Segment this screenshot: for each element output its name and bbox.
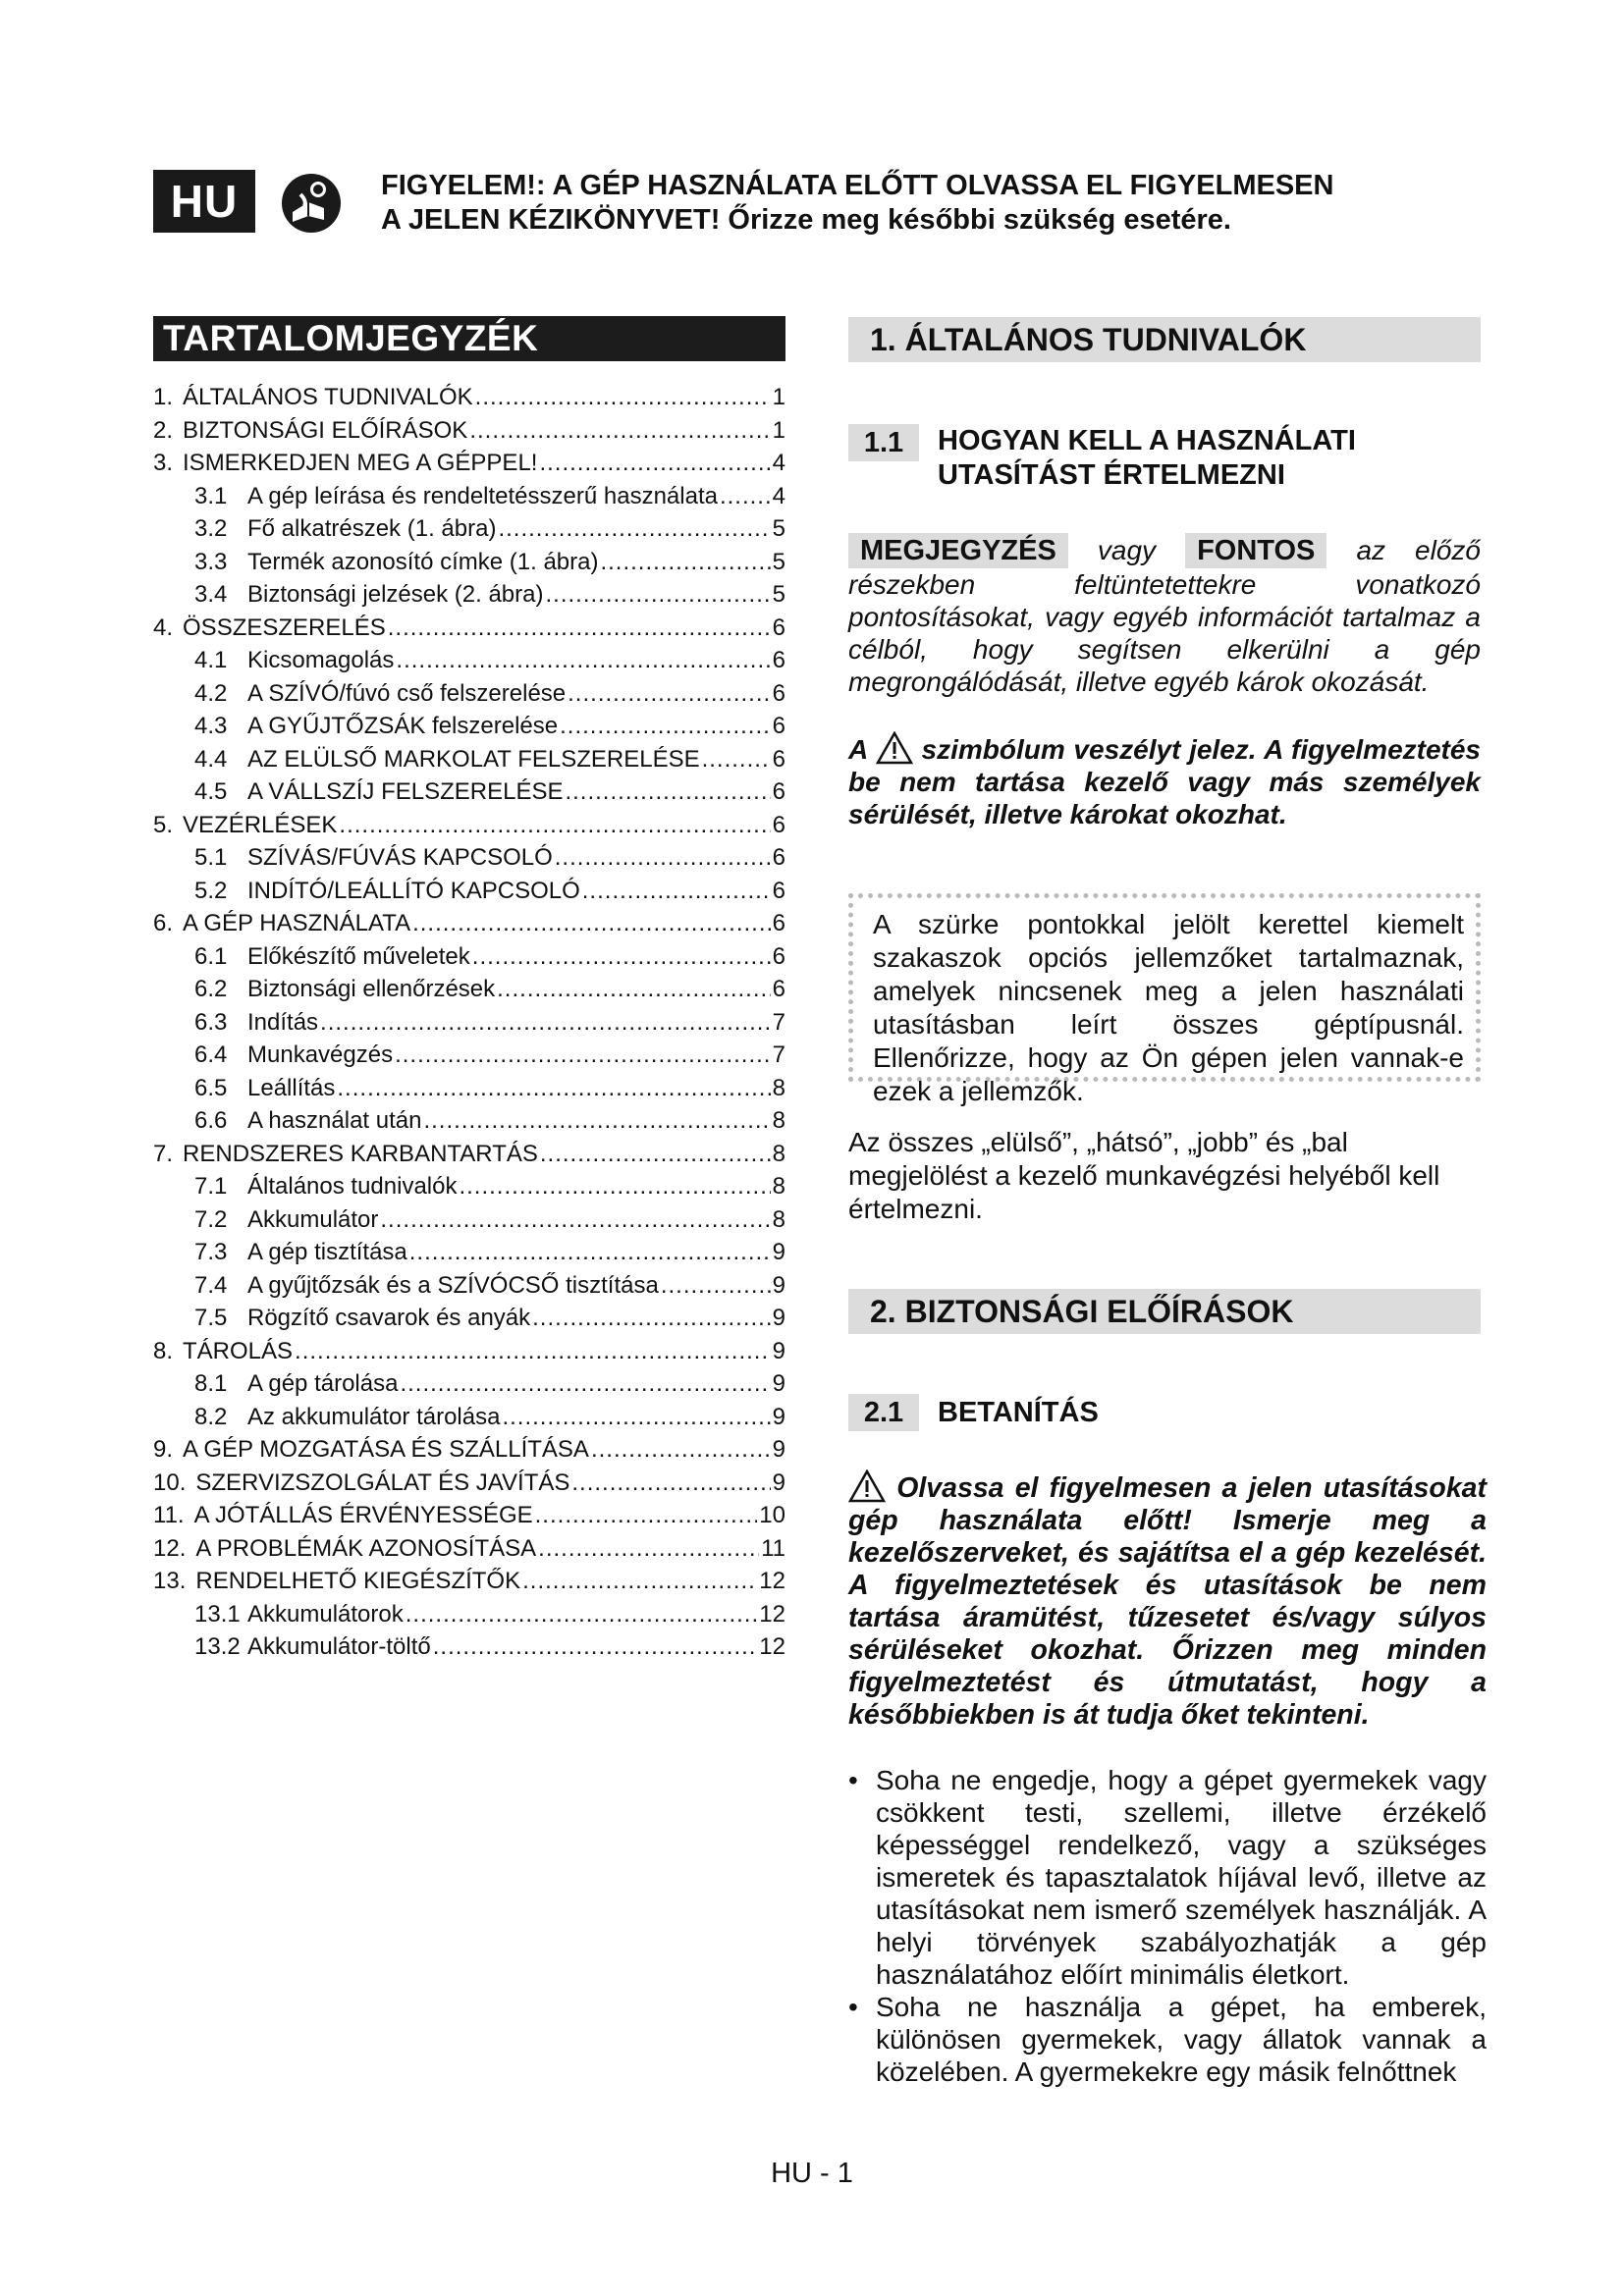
- training-warning-text: Olvassa el figyelmesen a jelen utasításokat gép használata előtt! Ismerje meg a kezelőszerveket, és sajátítsa el a gép kezelését. A figyelmeztetések és utasítások be nem tartása áramütést, tűzesetet és/vagy súlyos sérüléseket okozhat. Őrizzen meg minden figyelmeztetést és útmutatást, hogy a későbbiekben is át tudja őket tekinteni.: [848, 1472, 1488, 1731]
- toc-entry-number: 7.: [153, 1140, 174, 1167]
- toc-entry: [153, 1236, 785, 1269]
- toc-entry: [153, 1367, 785, 1401]
- toc-entry: [153, 1433, 785, 1467]
- note-tag: MEGJEGYZÉS: [848, 533, 1068, 568]
- toc-leader-dots: [469, 414, 770, 448]
- direction-paragraph: Az összes „elülső”, „hátsó”, „jobb” és „bal megjelölést a kezelő munkavégzési helyéből kell értelmezni.: [848, 1127, 1440, 1224]
- toc-entry: [153, 1138, 785, 1171]
- toc-entry: [153, 677, 785, 711]
- list-item: • Soha ne engedje, hogy a gépet gyermekek vagy csökkent testi, szellemi, illetve érzékelő képességgel rendelkező, vagy a szükséges ismeretek és tapasztalatok híjával levő, illetve az utasításokat nem ismerő személyek használják. A helyi törvények szabályozhatják a gép használatához előírt minimális életkort.: [848, 1764, 1487, 1991]
- hazard-symbol-paragraph: [848, 731, 1481, 830]
- note-vagy: vagy: [1097, 535, 1157, 565]
- toc-leader-dots: [661, 1269, 771, 1303]
- toc-entry-title: Kicsomagolás: [247, 647, 395, 673]
- toc-entry-title: ISMERKEDJEN MEG A GÉPPEL!: [183, 450, 538, 476]
- toc-entry-title: Általános tudnivalók: [247, 1173, 458, 1200]
- toc-entry: [153, 1401, 785, 1434]
- toc-leader-dots: [406, 1598, 758, 1631]
- toc-entry-page: 12: [759, 1568, 785, 1594]
- toc-leader-dots: [565, 775, 770, 809]
- toc-leader-dots: [337, 1072, 770, 1105]
- toc-entry-title: A gép leírása és rendeltetésszerű használata: [247, 482, 718, 509]
- toc-entry-page: 9: [772, 1370, 785, 1397]
- toc-entry-page: 5: [772, 515, 785, 542]
- toc-leader-dots: [571, 1467, 770, 1500]
- toc-entry-title: Az akkumulátor tárolása: [247, 1403, 501, 1430]
- toc-leader-dots: [396, 644, 770, 677]
- toc-entry: [153, 480, 785, 513]
- toc-entry-title: A JÓTÁLLÁS ÉRVÉNYESSÉGE: [193, 1502, 533, 1528]
- toc-entry: [153, 907, 785, 940]
- toc-entry-number: 11.: [153, 1502, 185, 1528]
- toc-entry: [153, 612, 785, 645]
- toc-entry-page: 9: [772, 1239, 785, 1265]
- toc-entry-page: 1: [772, 384, 785, 410]
- toc-entry-number: 9.: [153, 1436, 174, 1463]
- toc-entry: [153, 875, 785, 908]
- toc-leader-dots: [433, 1630, 758, 1664]
- toc-entry-title: Akkumulátorok: [247, 1600, 404, 1628]
- toc-leader-dots: [532, 1302, 771, 1335]
- toc-entry-title: RENDSZERES KARBANTARTÁS: [183, 1140, 538, 1167]
- toc-entry-page: 9: [772, 1271, 785, 1299]
- toc-entry-page: 9: [772, 1403, 785, 1430]
- toc-entry-page: 8: [772, 1107, 785, 1134]
- toc-entry: [153, 1302, 785, 1335]
- toc-entry: [153, 1170, 785, 1203]
- toc-entry-page: 6: [772, 778, 785, 805]
- toc-entry-title: Biztonsági ellenőrzések: [247, 976, 496, 1002]
- toc-entry-page: 1: [772, 416, 785, 444]
- subsection-1-1-title: HOGYAN KELL A HASZNÁLATI UTASÍTÁST ÉRTELMEZNI: [938, 425, 1356, 491]
- toc-entry: [153, 644, 785, 677]
- toc-entry-page: 6: [772, 713, 785, 739]
- safety-bullets: [848, 1764, 1487, 2088]
- toc-leader-dots: [568, 677, 771, 711]
- toc-entry: [153, 1072, 785, 1105]
- toc-leader-dots: [497, 973, 771, 1006]
- toc-entry-page: 6: [772, 844, 785, 871]
- toc-entry: [153, 1499, 785, 1532]
- header-warning-line2: A JELEN KÉZIKÖNYVET! Őrizze meg későbbi szükség esetére.: [381, 204, 1231, 236]
- toc-entry-page: 7: [772, 1008, 785, 1036]
- toc-entry-page: 6: [772, 811, 785, 838]
- header-warning-line1: FIGYELEM!: A GÉP HASZNÁLATA ELŐTT OLVASSA EL FIGYELMESEN: [381, 170, 1334, 201]
- toc-leader-dots: [540, 1138, 771, 1171]
- toc-entry-title: BIZTONSÁGI ELŐÍRÁSOK: [183, 416, 468, 444]
- toc-leader-dots: [388, 612, 771, 645]
- toc-entry-number: 8.2: [194, 1403, 228, 1430]
- toc-entry-title: VEZÉRLÉSEK: [183, 811, 338, 838]
- toc-leader-dots: [535, 1499, 758, 1532]
- fontos-tag: FONTOS: [1185, 533, 1326, 568]
- toc-entry-number: 12.: [153, 1534, 187, 1562]
- toc-leader-dots: [545, 578, 770, 612]
- toc-entry-title: ÁLTALÁNOS TUDNIVALÓK: [183, 384, 473, 410]
- toc-entry-page: 6: [772, 614, 785, 641]
- toc-entry-page: 12: [759, 1600, 785, 1628]
- toc-entry-number: 8.: [153, 1337, 174, 1364]
- toc-entry-page: 8: [772, 1205, 785, 1233]
- toc-entry: [153, 546, 785, 579]
- toc-entry: [153, 710, 785, 743]
- optional-features-box: [848, 893, 1481, 1106]
- toc-leader-dots: [459, 1170, 770, 1203]
- toc-entry-page: 9: [772, 1468, 785, 1496]
- toc-leader-dots: [412, 907, 771, 940]
- note-paragraph: [848, 533, 1481, 698]
- toc-entry-number: 6.3: [194, 1008, 228, 1036]
- toc-entry-number: 7.3: [194, 1239, 228, 1265]
- toc-leader-dots: [339, 809, 770, 842]
- toc-entry-page: 8: [772, 1140, 785, 1167]
- toc-entry-title: A GÉP HASZNÁLATA: [183, 910, 411, 936]
- toc-entry-page: 11: [761, 1534, 785, 1562]
- toc-leader-dots: [555, 841, 771, 875]
- toc-entry-title: INDÍTÓ/LEÁLLÍTÓ KAPCSOLÓ: [247, 877, 580, 904]
- toc-leader-dots: [320, 1006, 771, 1040]
- toc-entry-number: 5.: [153, 811, 174, 838]
- toc-entry-number: 3.1: [194, 482, 228, 509]
- toc-entry: [153, 1532, 785, 1566]
- toc-entry: [153, 1598, 785, 1631]
- toc-entry-title: Leállítás: [247, 1074, 336, 1101]
- toc-entry-number: 3.4: [194, 581, 228, 608]
- toc-entry-page: 10: [759, 1502, 785, 1528]
- toc-entry-title: Akkumulátor-töltő: [247, 1633, 431, 1660]
- list-item: • Soha ne használja a gépet, ha emberek, különösen gyermekek, vagy állatok vannak a közelében. A gyermekekre egy másik felnőttnek: [848, 1991, 1487, 2088]
- toc-leader-dots: [582, 875, 771, 908]
- note-text: az előző részekben feltüntetettekre vonatkozó pontosításokat, vagy egyéb információt tartalmaz a célból, hogy segítsen elkerülni a gép megrongálódását, illetve egyéb károk okozását.: [848, 535, 1481, 697]
- toc-entry-number: 2.: [153, 416, 174, 444]
- toc-entry-number: 5.1: [194, 844, 228, 871]
- toc-entry: [153, 973, 785, 1006]
- toc-entry-title: A PROBLÉMÁK AZONOSÍTÁSA: [195, 1534, 537, 1562]
- toc-leader-dots: [538, 1532, 759, 1566]
- toc-entry-title: Előkészítő műveletek: [247, 942, 470, 970]
- warning-triangle-icon: [876, 731, 913, 765]
- toc-entry-title: TÁROLÁS: [183, 1337, 294, 1364]
- training-warning: [848, 1469, 1487, 1732]
- subsection-1-1-number: 1.1: [848, 424, 919, 461]
- toc-entry-page: 9: [772, 1337, 785, 1364]
- toc-entry-number: 7.5: [194, 1305, 228, 1331]
- toc-entry-page: 7: [772, 1041, 785, 1068]
- toc-entry-number: 13.2: [194, 1633, 241, 1660]
- toc-entry-number: 5.2: [194, 877, 228, 904]
- toc-leader-dots: [522, 1565, 757, 1598]
- subsection-2-1-number: 2.1: [848, 1394, 919, 1431]
- toc-entry: [153, 1565, 785, 1598]
- toc-entry-page: 6: [772, 647, 785, 673]
- toc-entry-number: 7.1: [194, 1173, 228, 1200]
- toc-entry-number: 4.1: [194, 647, 228, 673]
- toc-entry-page: 6: [772, 679, 785, 707]
- section-2-heading: 2. BIZTONSÁGI ELŐÍRÁSOK: [848, 1289, 1481, 1334]
- toc-entry-page: 6: [772, 942, 785, 970]
- toc-entry-number: 4.4: [194, 745, 228, 773]
- toc-entry-number: 7.2: [194, 1205, 228, 1233]
- toc-entry-page: 9: [772, 1305, 785, 1331]
- toc-entry-number: 6.: [153, 910, 174, 936]
- toc-entry-title: Biztonsági jelzések (2. ábra): [247, 581, 544, 608]
- toc-entry-page: 6: [772, 976, 785, 1002]
- toc-leader-dots: [702, 743, 771, 776]
- toc-entry-number: 1.: [153, 384, 174, 410]
- toc-entry-title: A GYŰJTŐZSÁK felszerelése: [247, 713, 559, 739]
- toc-entry-page: 4: [772, 450, 785, 476]
- toc-leader-dots: [560, 710, 771, 743]
- toc-entry-title: SZERVIZSZOLGÁLAT ÉS JAVÍTÁS: [195, 1468, 570, 1496]
- toc-entry: [153, 1006, 785, 1040]
- toc-entry-title: A VÁLLSZÍJ FELSZERELÉSE: [247, 778, 564, 805]
- toc-entry-title: A GÉP MOZGATÁSA ÉS SZÁLLÍTÁSA: [183, 1436, 589, 1463]
- toc-heading: TARTALOMJEGYZÉK: [153, 316, 785, 361]
- toc-entry-title: Fő alkatrészek (1. ábra): [247, 515, 497, 542]
- toc-entry-number: 6.5: [194, 1074, 228, 1101]
- toc-entry-page: 8: [772, 1074, 785, 1101]
- toc-entry-page: 12: [759, 1633, 785, 1660]
- toc-entry: [153, 578, 785, 612]
- toc-entry-title: Munkavégzés: [247, 1041, 394, 1068]
- header-warning: [381, 169, 1412, 238]
- toc-entry-page: 5: [772, 548, 785, 575]
- language-badge: HU: [153, 170, 255, 233]
- toc-entry: [153, 1630, 785, 1664]
- toc-entry-number: 3.: [153, 450, 174, 476]
- toc-entry: [153, 743, 785, 776]
- toc-entry: [153, 841, 785, 875]
- toc-leader-dots: [591, 1433, 771, 1467]
- toc-leader-dots: [600, 546, 770, 579]
- toc-leader-dots: [498, 512, 770, 546]
- toc-leader-dots: [400, 1367, 770, 1401]
- toc-entry: [153, 414, 785, 448]
- toc-entry: [153, 1335, 785, 1368]
- toc-entry-number: 13.1: [194, 1600, 241, 1628]
- toc-entry-title: A gyűjtőzsák és a SZÍVÓCSŐ tisztítása: [247, 1271, 659, 1299]
- toc-entry-page: 8: [772, 1173, 785, 1200]
- toc-leader-dots: [475, 381, 771, 414]
- toc-entry: [153, 1203, 785, 1237]
- toc-entry-title: ÖSSZESZERELÉS: [183, 614, 386, 641]
- toc-entry-page: 5: [772, 581, 785, 608]
- toc-entry: [153, 1467, 785, 1500]
- section-1-heading: 1. ÁLTALÁNOS TUDNIVALÓK: [848, 317, 1481, 362]
- toc-entry: [153, 1039, 785, 1072]
- optional-features-text: A szürke pontokkal jelölt kerettel kiemelt szakaszok opciós jellemzőket tartalmaznak, amelyek nincsenek meg a jelen használati utasításban leírt összes géptípusnál. Ellenőrizze, hogy az Ön gépen jelen vannak-e ezek a jellemzők.: [873, 909, 1464, 1106]
- toc-entry-number: 6.4: [194, 1041, 228, 1068]
- toc-leader-dots: [409, 1236, 771, 1269]
- toc-entry-number: 6.1: [194, 942, 228, 970]
- toc-entry-page: 9: [772, 1436, 785, 1463]
- toc-entry-number: 7.4: [194, 1271, 228, 1299]
- toc-leader-dots: [380, 1203, 770, 1237]
- toc-entry-page: 6: [772, 745, 785, 773]
- toc-entry-number: 6.2: [194, 976, 228, 1002]
- toc-entry-title: A használat után: [247, 1107, 422, 1134]
- toc-entry: [153, 809, 785, 842]
- toc-entry-number: 13.: [153, 1568, 187, 1594]
- toc-entry-title: Rögzítő csavarok és anyák: [247, 1305, 531, 1331]
- toc-entry: [153, 940, 785, 974]
- toc-leader-dots: [295, 1335, 771, 1368]
- read-manual-icon: [281, 173, 342, 234]
- toc-entry-title: AZ ELÜLSŐ MARKOLAT FELSZERELÉSE: [247, 745, 700, 773]
- toc-leader-dots: [395, 1039, 771, 1072]
- toc-leader-dots: [720, 480, 771, 513]
- toc-entry-number: 3.3: [194, 548, 228, 575]
- warn-text: szimbólum veszélyt jelez. A figyelmeztetés be nem tartása kezelő vagy más személyek sérülését, illetve károkat okozhat.: [848, 734, 1481, 829]
- toc-entry: [153, 381, 785, 414]
- toc-leader-dots: [423, 1104, 770, 1138]
- toc-entry-page: 6: [772, 877, 785, 904]
- toc-entry-title: Akkumulátor: [247, 1205, 379, 1233]
- toc-entry-title: A gép tárolása: [247, 1370, 399, 1397]
- subsection-2-1-title: BETANÍTÁS: [938, 1397, 1099, 1428]
- toc-entry-title: RENDELHETŐ KIEGÉSZÍTŐK: [195, 1568, 521, 1594]
- toc-entry-number: 4.2: [194, 679, 228, 707]
- toc-entry: [153, 1104, 785, 1138]
- toc-entry-number: 10.: [153, 1468, 187, 1496]
- toc-entry-number: 6.6: [194, 1107, 228, 1134]
- toc-entry: [153, 447, 785, 480]
- toc-entry-number: 8.1: [194, 1370, 228, 1397]
- toc-entry-title: SZÍVÁS/FÚVÁS KAPCSOLÓ: [247, 844, 553, 871]
- toc-entry: [153, 512, 785, 546]
- toc-entry-number: 4.3: [194, 713, 228, 739]
- toc-entry-title: Termék azonosító címke (1. ábra): [247, 548, 599, 575]
- page-number: HU - 1: [771, 2158, 853, 2189]
- toc-entry-number: 3.2: [194, 515, 228, 542]
- table-of-contents: [153, 381, 785, 1664]
- toc-leader-dots: [502, 1401, 770, 1434]
- warn-prefix: A: [848, 734, 868, 765]
- toc-entry: [153, 775, 785, 809]
- toc-entry-title: A SZÍVÓ/fúvó cső felszerelése: [247, 679, 567, 707]
- toc-leader-dots: [539, 447, 770, 480]
- toc-entry-page: 6: [772, 910, 785, 936]
- toc-entry-title: Indítás: [247, 1008, 319, 1036]
- warning-triangle-icon: [848, 1469, 886, 1503]
- toc-entry-number: 4.: [153, 614, 174, 641]
- toc-entry-page: 4: [772, 482, 785, 509]
- toc-leader-dots: [472, 940, 771, 974]
- toc-entry-title: A gép tisztítása: [247, 1239, 407, 1265]
- toc-entry-number: 4.5: [194, 778, 228, 805]
- toc-entry: [153, 1269, 785, 1303]
